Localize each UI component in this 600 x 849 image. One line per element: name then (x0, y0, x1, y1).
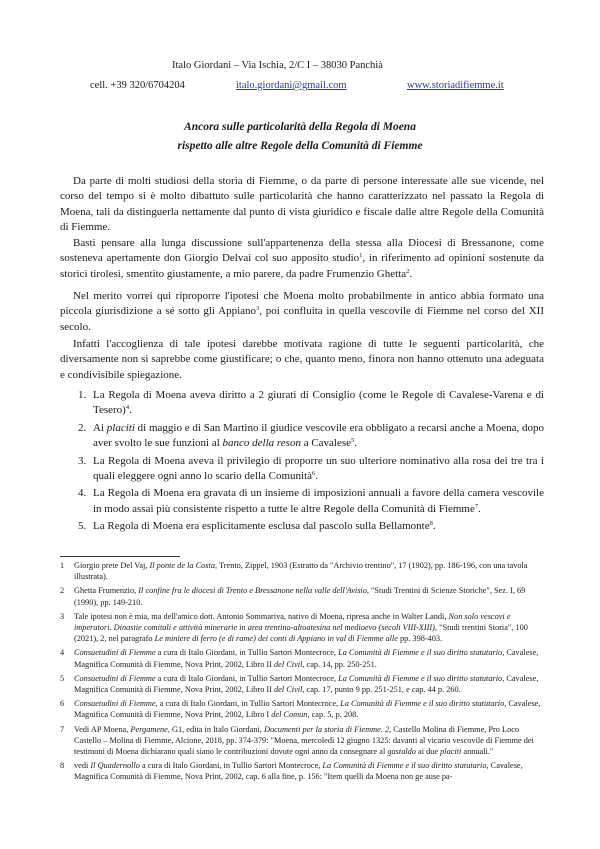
footnote-separator (60, 556, 180, 557)
list-item-text: La Regola di Moena era esplicitamente esclusa dal pascolo sulla Bellamonte$^8$. (93, 520, 436, 533)
paragraph-3 (60, 289, 544, 335)
list-item-text: La Regola di Moena era gravata di un insieme di imposizioni annuali a favore della camera vescovile in modo assai più consistente rispetto a tutte le altre Regole della Comunità di Fiemme$^7$. (93, 487, 544, 515)
footnote-text: Giorgio prete Del Vaj, Il ponte de la Costa, Trento, Zippel, 1903 (Estratto da "Archivio trentino", 17 (1902), pp. 186-196, con una tavola illustrata). (74, 561, 528, 582)
footnote-2 (60, 585, 544, 607)
website-link[interactable]: www.storiadifiemme.it (407, 80, 504, 91)
phone-number: cell. +39 320/6704204 (90, 80, 185, 91)
footnote-ref-3[interactable]: 3 (256, 305, 260, 313)
author-address: Italo Giordani – Via Ischia, 2/C I – 38030 Panchià (172, 60, 383, 71)
footnote-6 (60, 698, 544, 720)
footnote-number: 8 (60, 761, 65, 771)
footnote-ref-1[interactable]: 1 (359, 252, 363, 260)
footnote-ref-4[interactable]: 4 (125, 404, 130, 412)
footnote-number: 4 (60, 648, 65, 658)
footnote-number: 5 (60, 673, 65, 683)
footnote-4 (60, 647, 544, 669)
list-item (78, 421, 544, 452)
list-item-text: La Regola di Moena aveva il privilegio di proporre un suo ulteriore nominativo alla rosa dei tre tra i quali eleggere ogni anno lo scario della Comunità$^6$. (93, 454, 544, 483)
paragraph-2-text-a: Basti pensare alla lunga discussione sull'appartenenza della stessa alla Diocesi di Bressanone, come sosteneva apertamente don Giorgio Delvai col suo apposito studio (60, 237, 544, 265)
list-item (78, 519, 544, 534)
paragraph-1 (60, 174, 544, 236)
list-item (78, 486, 544, 517)
paragraph-2-text-c: . (409, 267, 413, 280)
paragraph-1-text: Da parte di molti studiosi della storia di Fiemme, o da parte di persone interessate alle sue vicende, nel corso del tempo si è molto dibattuto sulle particolarità che hanno caratterizzato nel passato la Regola di Moena, tali da distinguerla nettamente dal punto di vista giuridico e fiscale dalle altre Regole della Comunità di Fiemme. (60, 175, 544, 234)
list-item (78, 388, 544, 419)
footnote-text: vedi Il Quadernollo a cura di Italo Giordani, in Tullio Sartori Montecroce, La Comunità di Fiemme e il suo diritto statutario, Cavalese, Magnifica Comunità di Fiemme, Nova Print, 2002, cap. 6 alla fine, p. 156: "Item quelli da Moena non ge ause pa- (74, 761, 523, 782)
paragraph-4-text: Infatti l'accoglienza di tale ipotesi darebbe motivata ragione di tutte le seguenti particolarità, che diversamente non si saprebbe come giustificare; o che, quanto meno, finora non hanno ottenuto una adeguata e condivisibile spiegazione. (60, 338, 544, 381)
footnote-ref-6[interactable]: 6 (312, 470, 316, 478)
paragraph-4 (60, 337, 544, 383)
footnote-text: Consuetudini di Fiemme a cura di Italo Giordani, in Tullio Sartori Montecroce, La Comunità di Fiemme e il suo diritto statutario, Cavalese, Magnifica Comunità di Fiemme, Nova Print, 2002, Libro II del Civil, cap. 17, punto 9 pp. 251-251, e cap. 44 p. 260. (74, 673, 539, 695)
footnote-number: 6 (60, 699, 65, 709)
paragraph-2 (60, 236, 544, 282)
list-item-text: La Regola di Moena aveva diritto a 2 giurati di Consiglio (come le Regole di Cavalese-Varena e di Tesero)$^4$. (93, 389, 544, 417)
list-item-number: 2. (78, 421, 87, 434)
list-item (78, 454, 544, 485)
footnote-ref-8[interactable]: 8 (429, 520, 433, 528)
footnote-ref-2[interactable]: 2 (406, 267, 410, 275)
document-title-line1: Ancora sulle particolarità della Regola di Moena (184, 121, 416, 133)
footnote-text: Consuetudini di Fiemme a cura di Italo Giordani, in Tullio Sartori Montecroce, La Comunità di Fiemme e il suo diritto statutario, Cavalese, Magnifica Comunità di Fiemme, Nova Print, 2002, Libro II del Civil, cap. 14, pp. 250-251. (74, 648, 539, 669)
footnote-1 (60, 560, 544, 582)
particularities-list (78, 388, 544, 537)
paragraph-3-text-a: Nel merito vorrei qui riproporre l'ipotesi che Moena molto probabilmente in antico abbia formato una piccola giurisdizione a sé sotto gli Appiano (60, 290, 544, 318)
footnote-text: Consuetudini di Fiemme, a cura di Italo Giordani, in Tullio Sartori Montecroce, La Comunità di Fiemme e il suo diritto statutario, Cavalese, Magnifica Comunità di Fiemme, Nova Print, 2002, Libro I del Comun, cap. 5, p. 208. (74, 699, 541, 720)
footnote-number: 3 (60, 611, 65, 621)
footnote-text: Tale ipotesi non è mia, ma dell'amico dott. Antonio Sommariva, nativo di Moena, ripresa anche in Walter Landi, Non solo vescovi e imperatori. Dinastie comitali e attività minerarie in area trentino-altoatesina nel medioevo (secoli VIII-XIII), "Studi trentini Storia", 100 (2021), 2, nel paragrafo Le miniere di ferro (e di rame) dei conti di Appiano in val di Fiemme alle pp. 398-403. (74, 611, 528, 644)
list-item-number: 4. (78, 487, 87, 500)
footnote-5 (60, 673, 544, 695)
email-link[interactable]: italo.giordani@gmail.com (236, 80, 347, 91)
list-item-text: Ai placiti di maggio e di San Martino il giudice vescovile era obbligato a recarsi anche a Moena, dopo aver svolto le sue funzioni al banco della reson a Cavalese$^5$. (93, 421, 545, 450)
footnote-text: Vedi AP Moena, Pergamene, G1, edita in Italo Giordani, Documenti per la storia di Fiemme. 2, Castello Molina di Fiemme, Pro Loco Castello – Molina di Fiemme, Alcione, 2018, pp. 374-379: "Moena, mercoledì 12 giugno 1325: davanti al vicario vescovile di Fiemme dei testimoni di Moena dichiarano quali siano le contribuzioni dovute ogni anno da consegnare al gastaldo ai due placiti annuali." (74, 724, 534, 757)
list-item-number: 1. (78, 389, 87, 401)
document-title-line2: rispetto alle altre Regole della Comunità di Fiemme (177, 140, 423, 152)
footnote-3 (60, 611, 544, 645)
footnote-8 (60, 760, 544, 782)
footnote-number: 1 (60, 561, 65, 570)
list-item-number: 3. (78, 454, 87, 467)
footnote-ref-7[interactable]: 7 (474, 502, 479, 510)
paragraph-3-text-b: , poi confluita in quella vescovile di Fiemme nel corso del XII secolo. (60, 305, 544, 333)
footnote-7 (60, 724, 544, 758)
footnote-text: Ghetta Frumenzio, Il confine fra le diocesi di Trento e Bressanone nella valle dell'Avisio, "Studi Trentini di Scienze Storiche", Sez. I, 69 (1990), pp. 149-210. (74, 586, 526, 607)
footnote-ref-5[interactable]: 5 (351, 437, 355, 445)
list-item-number: 5. (78, 520, 87, 533)
footnote-number: 7 (60, 724, 65, 734)
footnotes (60, 560, 544, 786)
footnote-number: 2 (60, 586, 65, 596)
paragraph-2-text-b: , in riferimento ad opinioni sostenute da storici tirolesi, smentito giustamente, a mio parere, da padre Frumenzio Ghetta (60, 252, 544, 280)
